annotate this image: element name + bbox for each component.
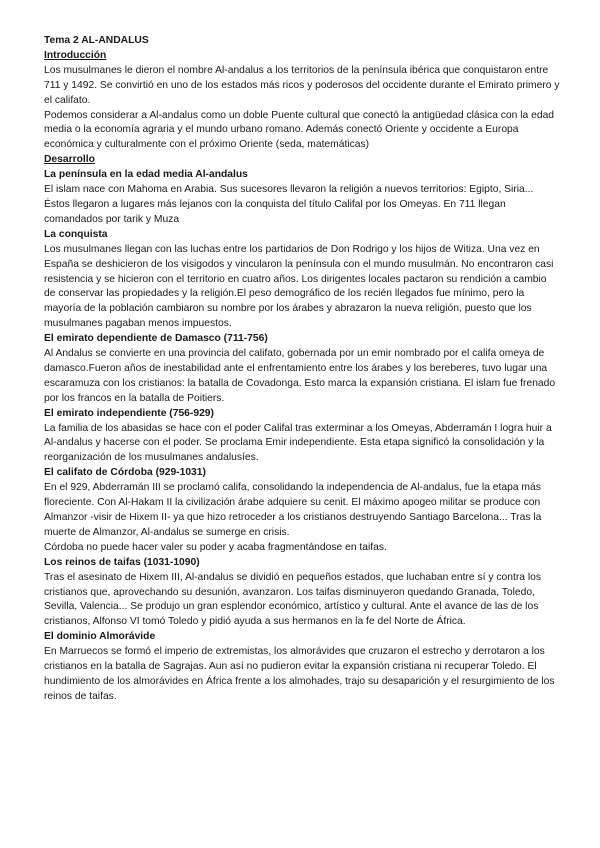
document-title: Tema 2 AL-ANDALUS xyxy=(44,35,149,46)
section-heading-califato: El califato de Córdoba (929-1031) xyxy=(44,467,206,479)
paragraph: El islam nace con Mahoma en Arabia. Sus sucesores llevaron la religión a nuevos territorios: Egipto, Siria... Éstos llegaron a lugares más lejanos con la conquista del título Califal por los Omeyas. En 711 llegan comandados por tarik y Muza xyxy=(44,184,534,225)
section-heading-desarrollo: Desarrollo xyxy=(44,154,95,166)
paragraph: Los musulmanes llegan con las luchas entre los partidarios de Don Rodrigo y los hijos de Witiza. Una vez en España se deshicieron de los visigodos y vincularon la península con el mundo musulmán. No encontraron casi resistencia y se hicieron con el territorio en cuatro años. Los dirigentes locales pactaron su rendición a cambio de conservar las propiedades y la religión.El peso demográfico de los recién llegados fue mínimo, pero la mayoría de la población cambiaron su nombre por los árabes y abrazaron la nueva religión, puesto que los musulmanes pagaban menos impuestos. xyxy=(44,243,554,330)
paragraph: En Marruecos se formó el imperio de extremistas, los almorávides que cruzaron el estrecho y derrotaron a los cristianos en la batalla de Sagrajas. Aun así no pudieron evitar la expansión cristiana ni recuperar Toledo. El hundimiento de los almorávides en África frente a los almohades, trajo su desaparición y el resurgimiento de los reinos de taifas. xyxy=(44,646,555,702)
paragraph: Córdoba no puede hacer valer su poder y acaba fragmentándose en taifas. xyxy=(44,541,387,553)
section-heading-conquista: La conquista xyxy=(44,228,108,240)
section-heading-emirato-dependiente: El emirato dependiente de Damasco (711-756) xyxy=(44,333,268,345)
section-heading-taifas: Los reinos de taifas (1031-1090) xyxy=(44,556,200,568)
paragraph: En el 929, Abderramán III se proclamó califa, consolidando la independencia de Al-andalus, fue la etapa más floreciente. Con Al-Hakam II la civilización árabe adquiere su cenit. El máximo apogeo militar se produce con Almanzor -visir de Hixem II- ya que hizo retroceder a los cristianos destruyendo Santiago Barcelona... Tras la muerte de Almanzor, Al-andalus se sumerge en crisis. xyxy=(44,482,542,538)
section-heading-peninsula: La península en la edad media Al-andalus xyxy=(44,169,248,181)
section-heading-emirato-independiente: El emirato independiente (756-929) xyxy=(44,407,214,419)
paragraph: Podemos considerar a Al-andalus como un doble Puente cultural que conectó la antigüedad clásica con la edad media o la economía agraria y el mundo urbano romano. Además conectó Oriente y occidente a Europa económica y culturalmente con el próximo Oriente (seda, matemáticas) xyxy=(44,109,555,151)
paragraph: Tras el asesinato de Hixem III, Al-andalus se dividió en pequeños estados, que luchaban entre sí y contra los cristianos que, aprovechando su desunión, avanzaron. Los taifas disminuyeron quedando Granada, Toledo, Sevilla, Valencia... Se produjo un gran esplendor económico, artístico y cultural. Ante el avance de las de los cristianos, Alfonso VI tomó Toledo y pidió ayuda a sus hermanos en la fe del Norte de África. xyxy=(44,571,542,628)
section-heading-introduccion: Introducción xyxy=(44,49,107,61)
paragraph: Al Andalus se convierte en una provincia del califato, gobernada por un emir nombrado por el califa omeya de damasco.Fueron años de inestabilidad ante el enfrentamiento entre los árabes y los bereberes, tuvo lugar una escaramuza con los cristianos: la batalla de Covadonga. Esto marca la expansión cristiana. El islam fue frenado por los francos en la batalla de Poitiers. xyxy=(44,348,556,404)
section-heading-almoravide: El dominio Almorávide xyxy=(44,631,156,643)
paragraph: La familia de los abasidas se hace con el poder Califal tras exterminar a los Omeyas, Abderramán I logra huir a Al-andalus y hacerse con el poder. Se proclama Emir independiente. Esta etapa significó la consolidación y la reorganización de los musulmanes andalusíes. xyxy=(44,422,552,464)
paragraph: Los musulmanes le dieron el nombre Al-andalus a los territorios de la península ibérica que conquistaron entre 711 y 1492. Se convirtió en uno de los estados más ricos y poderosos del occidente durante el Emirato primero y el califato. xyxy=(44,64,560,106)
